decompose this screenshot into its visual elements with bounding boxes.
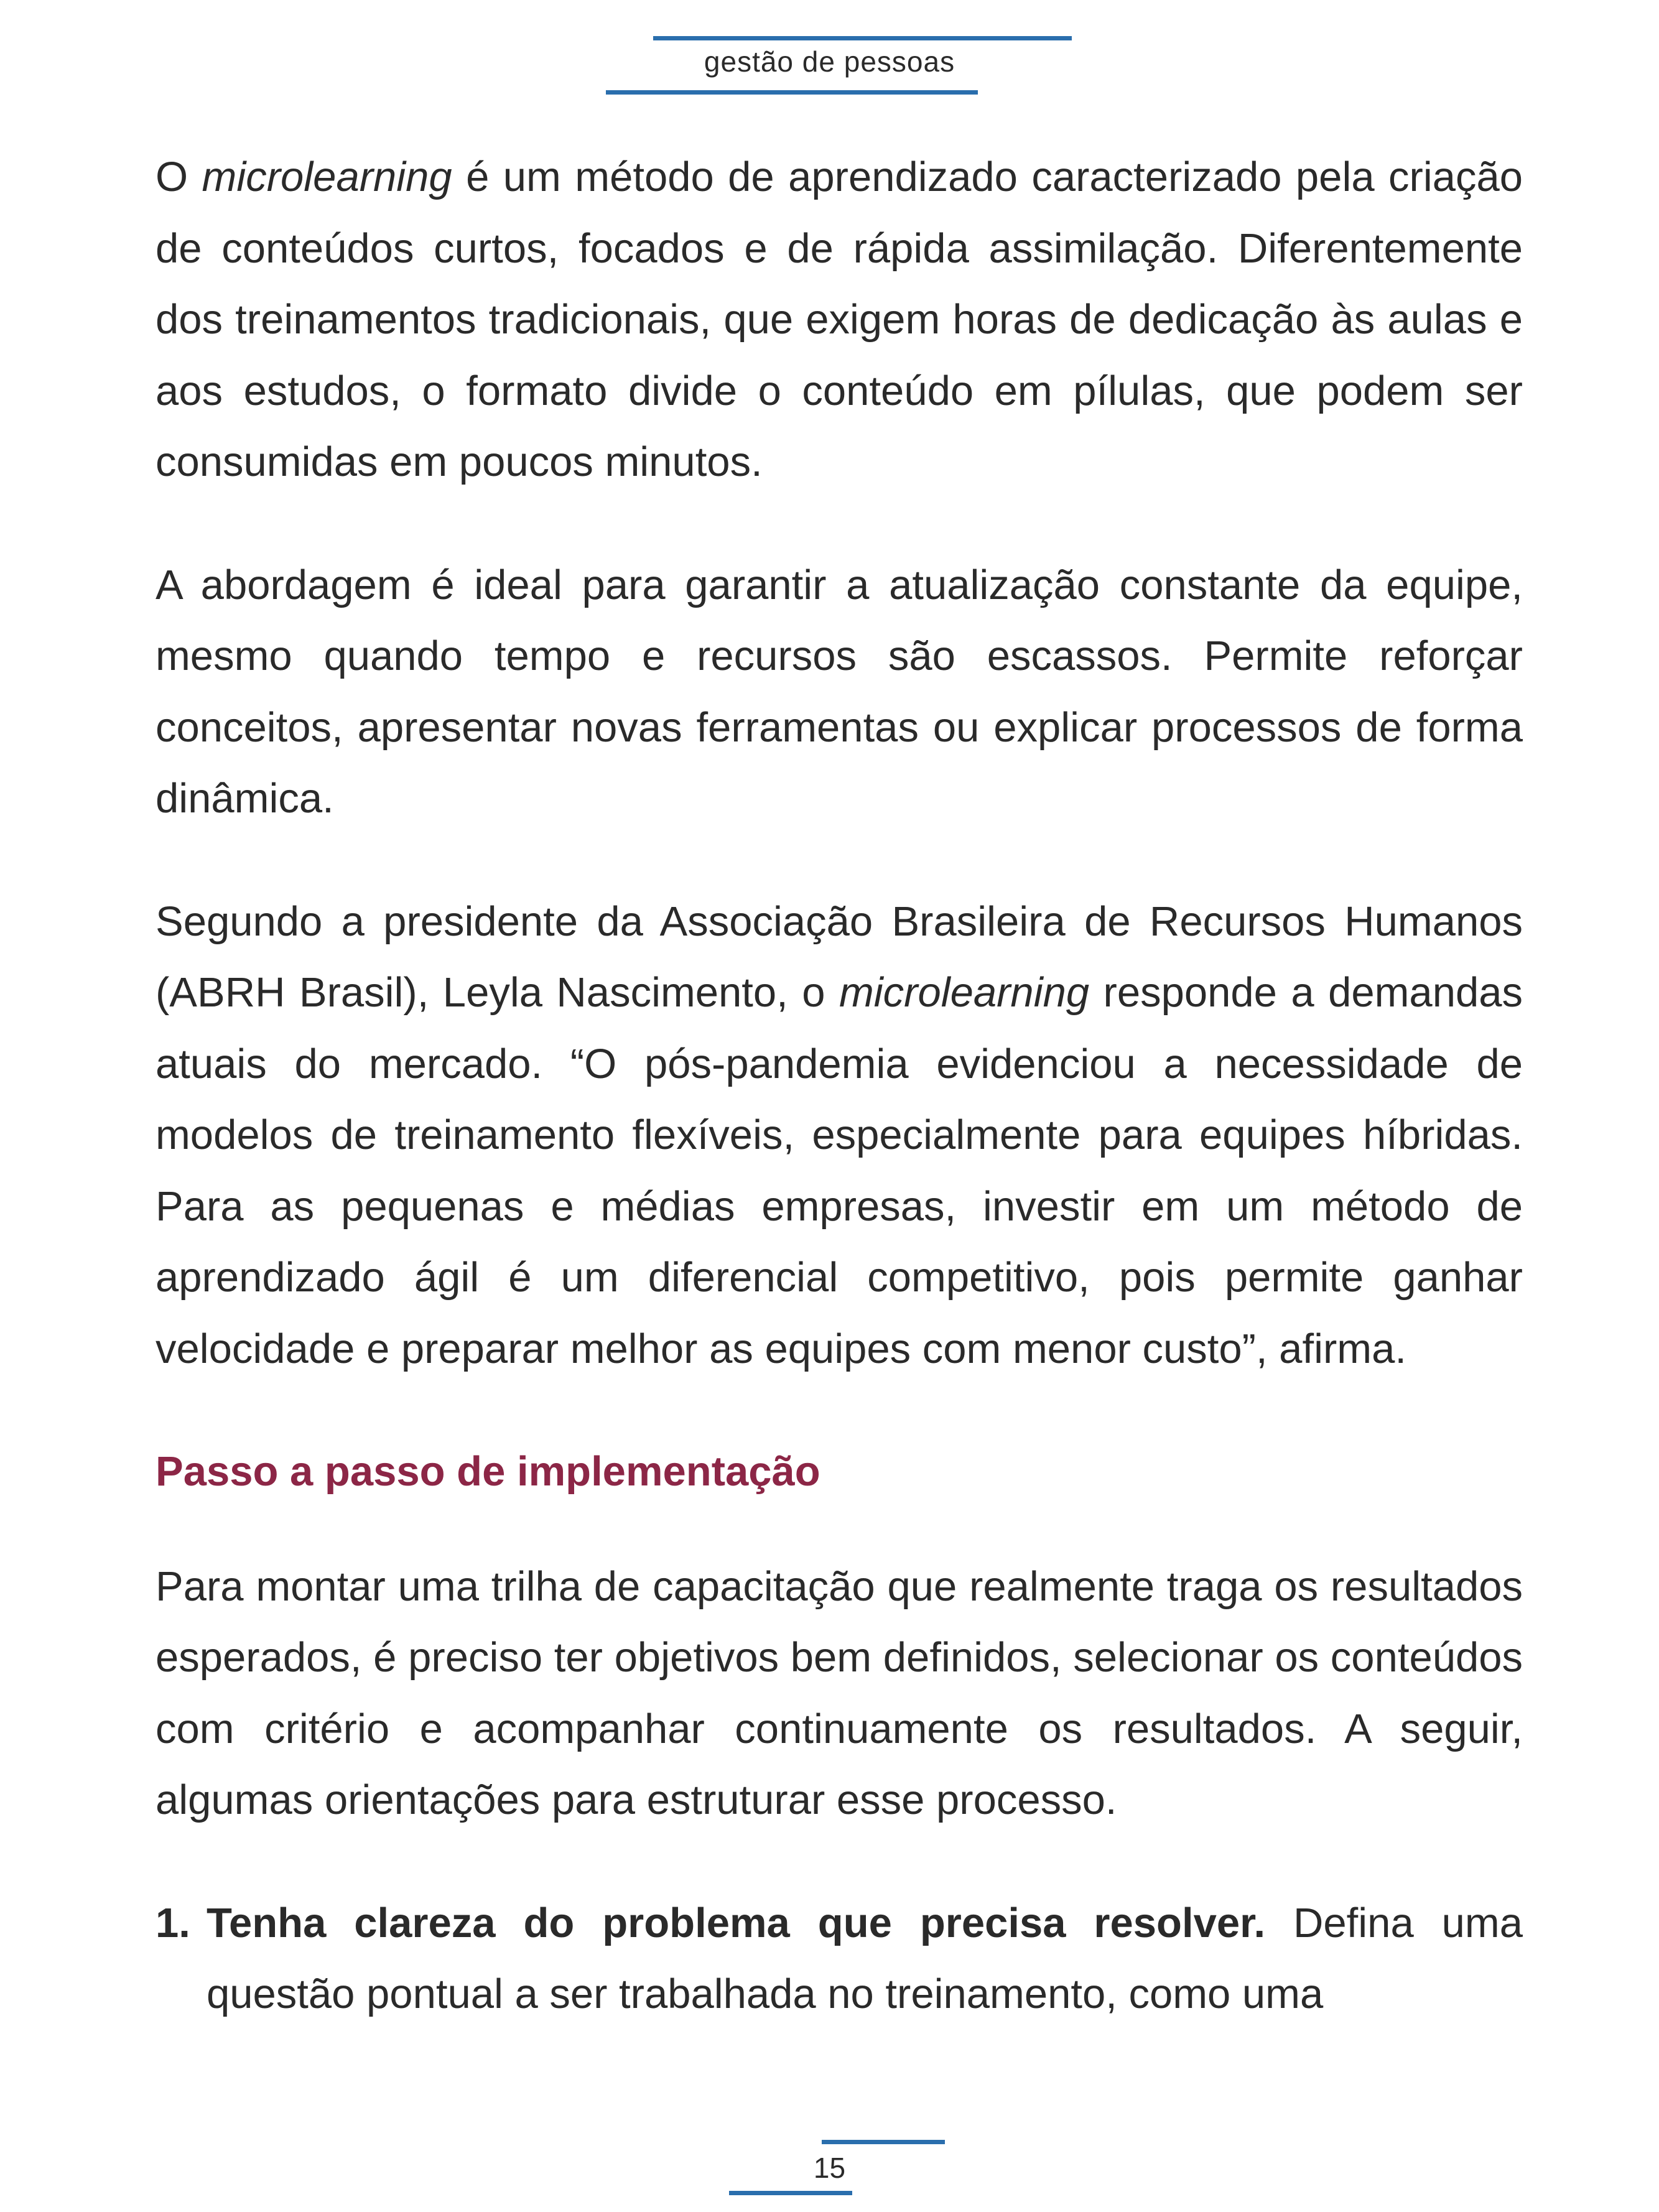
footer-rule-top	[822, 2140, 945, 2144]
paragraph-quote: Segundo a presidente da Associação Brasileira de Recursos Humanos (ABRH Brasil), Leyla Nascimento, o microlearning responde a demandas atuais do mercado. “O pós-pandemia evidenciou a necessidade de modelos de treinamento flexíveis, especialmente para equipes híbridas. Para as pequenas e médias empresas, investir em um método de aprendizado ágil é um diferencial competitivo, pois permite ganhar velocidade e preparar melhor as equipes com menor custo”, afirma.	[156, 898, 1523, 1372]
list-item-number: 1.	[156, 1899, 190, 1946]
section-label: gestão de pessoas	[704, 45, 955, 78]
footer-rule-bottom	[729, 2191, 852, 2195]
header-rule-bottom	[606, 90, 978, 95]
list-item	[156, 1888, 1523, 2030]
list-item-title: Tenha clareza do problema que precisa resolver.	[207, 1899, 1266, 1946]
paragraph-approach: A abordagem é ideal para garantir a atualização constante da equipe, mesmo quando tempo e recursos são escassos. Permite reforçar conceitos, apresentar novas ferramentas ou explicar processos de forma dinâmica.	[156, 561, 1523, 822]
section-heading: Passo a passo de implementação	[156, 1448, 820, 1495]
page-number: 15	[813, 2152, 846, 2184]
header-rule-top	[653, 36, 1072, 40]
article-body	[156, 142, 1523, 2030]
paragraph-steps-intro: Para montar uma trilha de capacitação que realmente traga os resultados esperados, é preciso ter objetivos bem definidos, selecionar os conteúdos com critério e acompanhar continuamente os resultados. A seguir, algumas orientações para estruturar esse processo.	[156, 1563, 1523, 1823]
paragraph-intro: O microlearning é um método de aprendizado caracterizado pela criação de conteúdos curtos, focados e de rápida assimilação. Diferentemente dos treinamentos tradicionais, que exigem horas de dedicação às aulas e aos estudos, o formato divide o conteúdo em pílulas, que podem ser consumidas em poucos minutos.	[156, 154, 1523, 485]
term-microlearning: microlearning	[839, 969, 1090, 1016]
list-item-text: Defina uma questão pontual a ser trabalhada no treinamento, como uma	[207, 1899, 1523, 2017]
term-microlearning: microlearning	[202, 154, 452, 200]
